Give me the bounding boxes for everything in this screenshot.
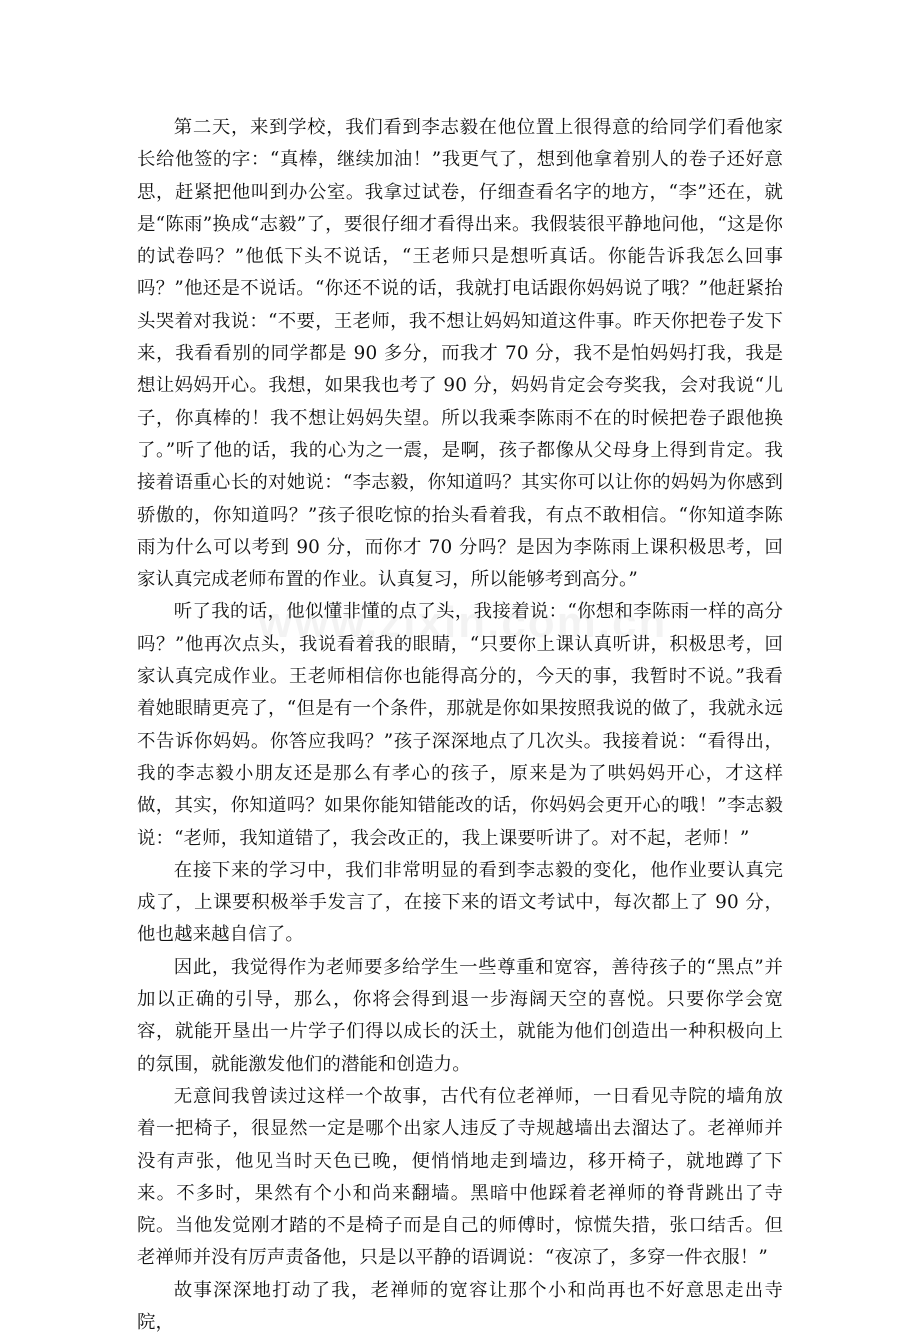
document-body bbox=[137, 112, 783, 1339]
paragraph-2: 听了我的话，他似懂非懂的点了头，我接着说：“你想和李陈雨一样的高分吗？”他再次点头，我说看着我的眼睛，“只要你上课认真听讲，积极思考，回家认真完成作业。王老师相信你也能得高分的，今天的事，我暂时不说。”我看着她眼睛更亮了，“但是有一个条件，那就是你如果按照我说的做了，我就永远不告诉你妈妈。你答应我吗？”孩子深深地点了几次头。我接着说：“看得出，我的李志毅小朋友还是那么有孝心的孩子，原来是为了哄妈妈开心，才这样做，其实，你知道吗？如果你能知错能改的话，你妈妈会更开心的哦！”李志毅说：“老师，我知道错了，我会改正的，我上课要听讲了。对不起，老师！” bbox=[137, 601, 783, 849]
paragraph-3: 在接下来的学习中，我们非常明显的看到李志毅的变化，他作业要认真完成了，上课要积极举手发言了，在接下来的语文考试中，每次都上了 90 分，他也越来越自信了。 bbox=[137, 859, 783, 946]
paragraph-5: 无意间我曾读过这样一个故事，古代有位老禅师，一日看见寺院的墙角放着一把椅子，很显然一定是哪个出家人违反了寺规越墙出去溜达了。老禅师并没有声张，他见当时天色已晚，便悄悄地走到墙边，移开椅子，就地蹲了下来。不多时，果然有个小和尚来翻墙。黑暗中他踩着老禅师的脊背跳出了寺院。当他发觉刚才踏的不是椅子而是自己的师傅时，惊慌失措，张口结舌。但老禅师并没有厉声责备他，只是以平静的语调说：“夜凉了，多穿一件衣服！” bbox=[137, 1085, 783, 1269]
paragraph-6: 故事深深地打动了我，老禅师的宽容让那个小和尚再也不好意思走出寺院， bbox=[137, 1279, 783, 1333]
paragraph-1: 第二天，来到学校，我们看到李志毅在他位置上很得意的给同学们看他家长给他签的字：“真棒，继续加油！”我更气了，想到他拿着别人的卷子还好意思，赶紧把他叫到办公室。我拿过试卷，仔细查看名字的地方，“李”还在，就是“陈雨”换成“志毅”了，要很仔细才看得出来。我假装很平静地问他，“这是你的试卷吗？”他低下头不说话，“王老师只是想听真话。你能告诉我怎么回事吗？”他还是不说话。“你还不说的话，我就打电话跟你妈妈说了哦？”他赶紧抬头哭着对我说：“不要，王老师，我不想让妈妈知道这件事。昨天你把卷子发下来，我看看别的同学都是 90 多分，而我才 70 分，我不是怕妈妈打我，我是想让妈妈开心。我想，如果我也考了 90 分，妈妈肯定会夸奖我，会对我说“儿子，你真棒的！我不想让妈妈失望。所以我乘李陈雨不在的时候把卷子跟他换了。”听了他的话，我的心为之一震，是啊，孩子都像从父母身上得到肯定。我接着语重心长的对她说：“李志毅，你知道吗？其实你可以让你的妈妈为你感到骄傲的，你知道吗？”孩子很吃惊的抬头看着我，有点不敢相信。“你知道李陈雨为什么可以考到 90 分，而你才 70 分吗？是因为李陈雨上课积极思考，回家认真完成老师布置的作业。认真复习，所以能够考到高分。” bbox=[137, 117, 783, 591]
paragraph-4: 因此，我觉得作为老师要多给学生一些尊重和宽容，善待孩子的“黑点”并加以正确的引导，那么，你将会得到退一步海阔天空的喜悦。只要你学会宽容，就能开垦出一片学子们得以成长的沃土，就能为他们创造出一种积极向上的氛围，就能激发他们的潜能和创造力。 bbox=[137, 956, 783, 1075]
